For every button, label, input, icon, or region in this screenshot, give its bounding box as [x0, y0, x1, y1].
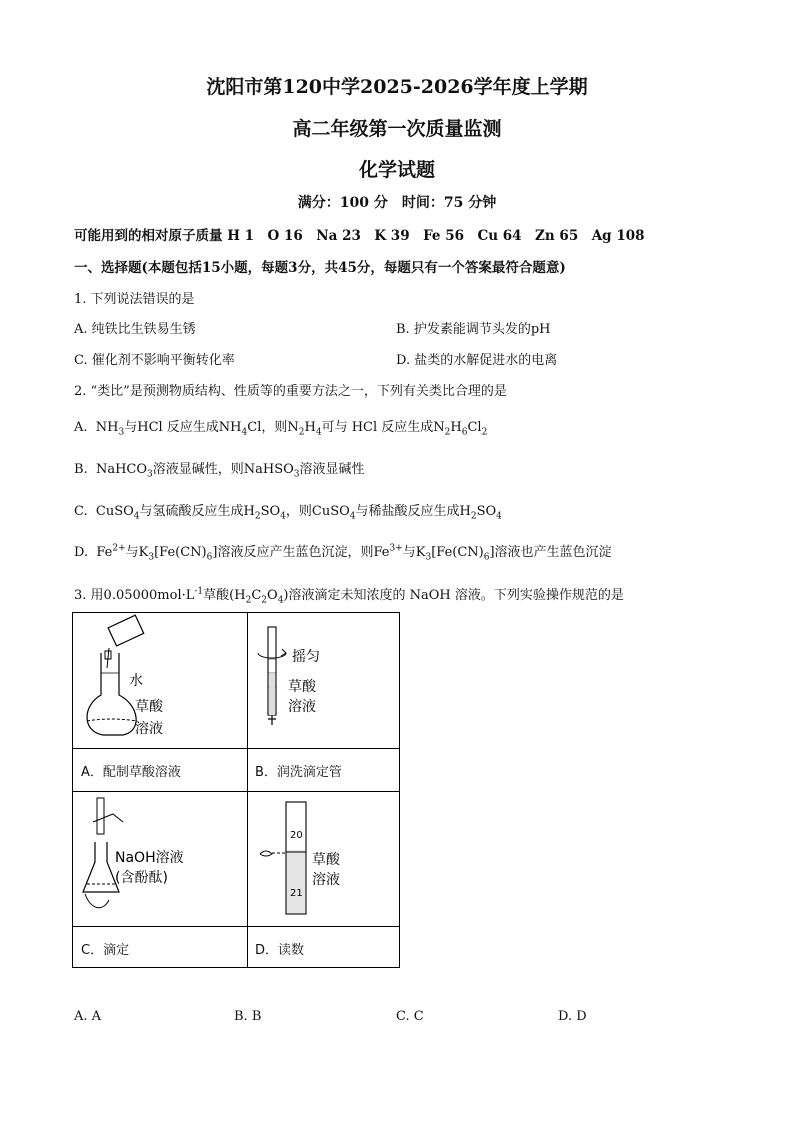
q2-option-a: A. $NH_3$与HCl 反应生成$NH_4Cl$，则$N_2H_4$可与 HCl 反应生成$N_2H_6Cl_2$: [74, 420, 488, 438]
experiment-table: [72, 612, 400, 968]
label-phenolphthalein: (含酚酞): [115, 870, 168, 886]
label-acid-a2: 溶液: [135, 721, 163, 737]
label-acid-b2: 溶液: [288, 699, 316, 715]
q1-option-b: B. 护发素能调节头发的pH: [396, 322, 551, 337]
label-acid-d2: 溶液: [312, 872, 340, 888]
q3-option-c: C. C: [396, 1009, 424, 1024]
label-shake: 摇匀: [292, 649, 320, 665]
q1-option-c: C. 催化剂不影响平衡转化率: [74, 353, 235, 368]
question-2-stem: 2. “类比”是预测物质结构、性质等的重要方法之一，下列有关类比合理的是: [74, 384, 507, 399]
figure-b-burette: [248, 613, 401, 748]
caption-c: C．滴定: [81, 943, 130, 958]
label-acid-d1: 草酸: [312, 852, 340, 868]
question-1-stem: 1. 下列说法错误的是: [74, 292, 195, 307]
caption-b: B．润洗滴定管: [255, 765, 342, 780]
exam-title: 高二年级第一次质量监测: [292, 118, 502, 140]
school-title: 沈阳市第120中学2025-2026学年度上学期: [206, 76, 588, 98]
label-acid-b1: 草酸: [288, 679, 316, 695]
q1-option-d: D. 盐类的水解促进水的电离: [396, 353, 558, 368]
label-naoh: NaOH溶液: [115, 850, 184, 866]
question-3-stem: 3. 用$0.05000mol\cdot L^{-1}$草酸$(H_2C_2O_4)$溶液滴定未知浓度的 NaOH 溶液。下列实验操作规范的是: [74, 586, 624, 606]
q2-option-b: B. NaHCO$_3$溶液显碱性，则NaHSO$_3$溶液显碱性: [74, 462, 365, 480]
q2-option-c: C. CuSO$_4$与氢硫酸反应生成$H_2SO_4$，则CuSO$_4$与稀盐酸反应生成$H_2SO_4$: [74, 504, 502, 522]
q3-option-a: A. A: [74, 1009, 102, 1024]
label-scale-20: 20: [290, 830, 303, 841]
score-time: 满分：100 分 时间：75 分钟: [297, 195, 497, 211]
caption-a: A．配制草酸溶液: [81, 765, 181, 780]
figure-a-flask: [73, 613, 247, 748]
section-heading: 一、选择题(本题包括15小题，每题3分，共45分，每题只有一个答案最符合题意): [74, 260, 566, 276]
label-acid-a1: 草酸: [135, 699, 163, 715]
atomic-masses: 可能用到的相对原子质量 H 1 O 16 Na 23 K 39 Fe 56 Cu 64 Zn 65 Ag 108: [74, 228, 645, 244]
figure-c-titration: [73, 792, 247, 926]
label-scale-21: 21: [290, 888, 303, 899]
subject-title: 化学试题: [358, 159, 435, 181]
q3-option-d: D. D: [558, 1009, 587, 1024]
q1-option-a: A. 纯铁比生铁易生锈: [74, 322, 196, 337]
q3-option-b: B. B: [234, 1009, 262, 1024]
figure-d-reading: [248, 792, 401, 926]
caption-d: D．读数: [255, 943, 305, 958]
label-water: 水: [129, 673, 143, 689]
q2-option-d: D. $Fe^{2+}$与$K_3[Fe(CN)_6]$溶液反应产生蓝色沉淀，则$Fe^{3+}$与$K_3[Fe(CN)_6]$溶液也产生蓝色沉淀: [74, 543, 612, 563]
